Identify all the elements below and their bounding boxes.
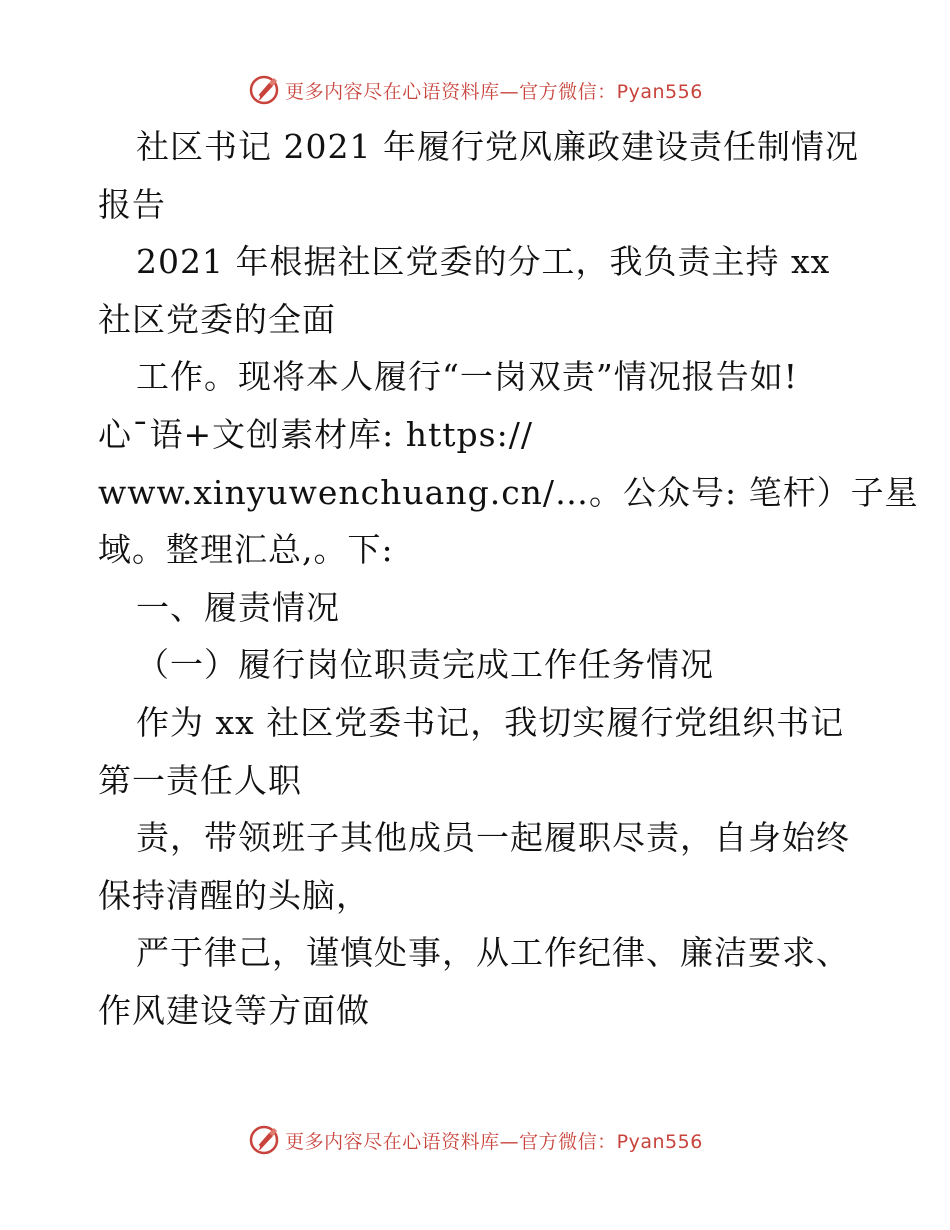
paragraph-line: 心¯语+文创素材库: https:// — [98, 414, 533, 454]
paragraph-line: 2021 年根据社区党委的分工，我负责主持 xx — [136, 242, 831, 282]
paragraph-line: 第一责任人职 — [98, 760, 302, 800]
section-heading: 一、履责情况 — [136, 587, 340, 627]
paragraph-line: 作为 xx 社区党委书记，我切实履行党组织书记 — [136, 702, 845, 742]
subsection-heading: （一）履行岗位职责完成工作任务情况 — [136, 645, 714, 685]
paragraph-line: 保持清醒的头脑， — [98, 875, 370, 915]
paragraph-line: 工作。现将本人履行“一岗双责”情况报告如! — [136, 357, 799, 397]
paragraph-line: 域。整理汇总,。下: — [98, 530, 394, 570]
paragraph-line: 责，带领班子其他成员一起履职尽责，自身始终 — [136, 818, 850, 858]
banner-text: 更多内容尽在心语资料库—官方微信：Pyan556 — [285, 80, 703, 103]
paragraph-line: 作风建设等方面做 — [98, 990, 370, 1030]
title-line-1: 社区书记 2021 年履行党风廉政建设责任制情况 — [136, 127, 859, 166]
pen-logo-icon — [247, 1123, 281, 1157]
header-watermark-banner — [0, 70, 950, 110]
pen-logo-icon — [247, 73, 281, 107]
banner-text: 更多内容尽在心语资料库—官方微信：Pyan556 — [285, 1130, 703, 1153]
title-line-2: 报告 — [98, 184, 166, 224]
footer-watermark-banner — [0, 1120, 950, 1160]
document-body — [98, 118, 919, 1040]
paragraph-line: www.xinyuwenchuang.cn/…。公众号: 笔杆）子星 — [98, 472, 919, 512]
paragraph-line: 社区党委的全面 — [98, 299, 336, 339]
paragraph-line: 严于律己，谨慎处事，从工作纪律、廉洁要求、 — [136, 933, 850, 973]
